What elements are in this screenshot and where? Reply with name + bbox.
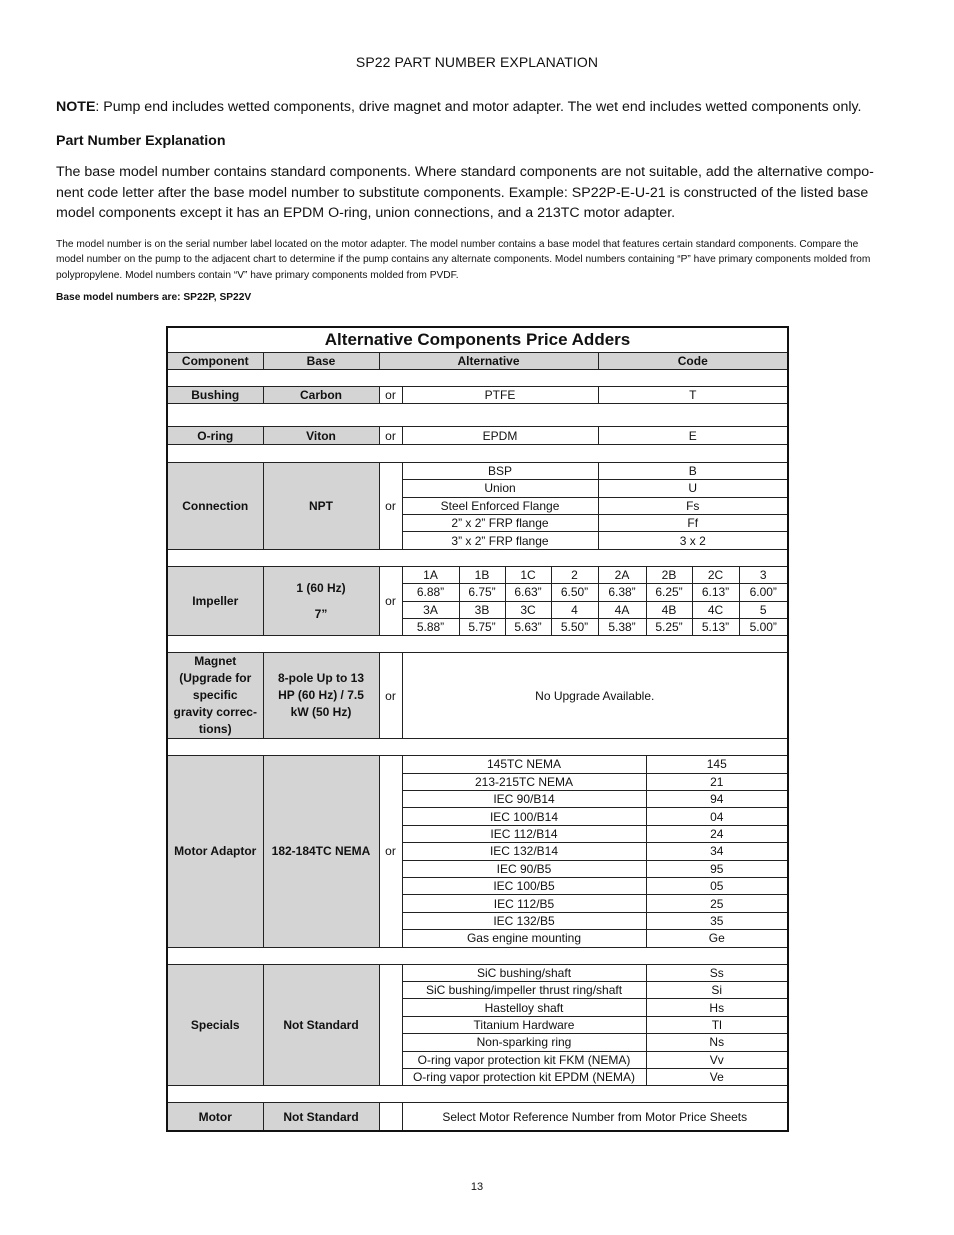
note-label: NOTE [56,99,96,115]
impeller-code: 1A [402,566,459,583]
impeller-size: 6.63” [505,584,551,601]
or-cell: or [379,653,402,739]
note-text: : Pump end includes wetted components, drive magnet and motor adapter. The wet end includes wetted components only. [95,99,862,115]
code-cell: Si [646,981,788,998]
impeller-size: 5.25” [646,618,692,635]
alt-cell: IEC 100/B14 [402,808,646,825]
or-cell: or [379,566,402,636]
impeller-size: 5.38” [598,618,646,635]
header-component: Component [167,353,263,370]
alt-cell: BSP [402,462,598,479]
alt-cell: SiC bushing/impeller thrust ring/shaft [402,981,646,998]
impeller-size: 6.88” [402,584,459,601]
price-adders-table [166,326,789,1132]
alt-cell: IEC 112/B5 [402,895,646,912]
or-cell [379,964,402,1086]
impeller-size: 6.13” [692,584,739,601]
or-cell: or [379,462,402,549]
code-cell: U [598,480,788,497]
code-cell: 3 x 2 [598,532,788,549]
impeller-base-line1: 1 (60 Hz) [296,581,346,596]
spacer-row [167,947,788,964]
base-cell: Not Standard [263,1103,379,1132]
alt-cell: IEC 100/B5 [402,878,646,895]
spacer-row [167,549,788,566]
base-model-numbers: Base model numbers are: SP22P, SP22V [56,292,252,303]
component-cell: Specials [167,964,263,1086]
code-cell: Ns [646,1034,788,1051]
table-row-oring [167,427,788,444]
component-cell: Magnet (Upgrade for specific gravity corrections) [167,653,263,739]
alt-cell: SiC bushing/shaft [402,964,646,981]
code-cell: Ge [646,930,788,947]
impeller-code: 2A [598,566,646,583]
impeller-base-line2: 7” [314,607,328,622]
spacer-row [167,636,788,653]
spacer-row [167,370,788,387]
impeller-size: 5.50” [551,618,598,635]
alt-cell: 145TC NEMA [402,756,646,773]
alt-cell: O-ring vapor protection kit EPDM (NEMA) [402,1068,646,1085]
code-cell: Ff [598,514,788,531]
alt-cell: No Upgrade Available. [402,653,788,739]
alt-cell: Gas engine mounting [402,930,646,947]
impeller-code: 2 [551,566,598,583]
base-cell: 182-184TC NEMA [263,756,379,947]
impeller-code: 4C [692,601,739,618]
impeller-code: 3 [739,566,788,583]
code-cell: Tl [646,1016,788,1033]
component-cell: Bushing [167,387,263,404]
model-number-info: The model number is on the serial number label located on the motor adapter. The model number contains a base model that features certain standard components. Compare the model number on the pump to the adjacent chart to determine if the pump contains any alternate components. Model numbers containing “P” have primary components molded from polypropylene. Model numbers contain “V” have primary components molded from PVDF. [56,239,871,281]
note [56,97,916,117]
table-row-motor [167,1103,788,1132]
code-cell: Vv [646,1051,788,1068]
alt-cell: Titanium Hardware [402,1016,646,1033]
code-cell: 35 [646,912,788,929]
table-row-specials [167,964,788,981]
component-cell: Motor Adaptor [167,756,263,947]
component-cell: Impeller [167,566,263,636]
impeller-size: 5.75” [459,618,505,635]
alt-cell: Select Motor Reference Number from Motor Price Sheets [402,1103,788,1132]
impeller-code: 1B [459,566,505,583]
base-cell: Not Standard [263,964,379,1086]
spacer-row [167,739,788,756]
alt-cell: IEC 132/B5 [402,912,646,929]
impeller-code: 2C [692,566,739,583]
code-cell: E [598,427,788,444]
alt-cell: 2” x 2” FRP flange [402,514,598,531]
or-cell: or [379,427,402,444]
spacer-row [167,1086,788,1103]
alt-cell: IEC 90/B14 [402,791,646,808]
table-row-connection [167,462,788,479]
header-base: Base [263,353,379,370]
section-title: Part Number Explanation [56,133,226,149]
table-title: Alternative Components Price Adders [167,327,788,353]
impeller-size: 6.50” [551,584,598,601]
alt-cell: Union [402,480,598,497]
table-row-magnet [167,653,788,739]
base-cell: Carbon [263,387,379,404]
code-cell: 21 [646,773,788,790]
component-cell: O-ring [167,427,263,444]
code-cell: 05 [646,878,788,895]
base-cell [263,566,379,636]
alt-cell: IEC 112/B14 [402,825,646,842]
base-cell: NPT [263,462,379,549]
component-cell: Connection [167,462,263,549]
impeller-code: 5 [739,601,788,618]
or-cell [379,1103,402,1132]
impeller-size: 6.75” [459,584,505,601]
alt-cell: 3” x 2” FRP flange [402,532,598,549]
impeller-code: 4A [598,601,646,618]
header-code: Code [598,353,788,370]
alt-cell: IEC 90/B5 [402,860,646,877]
code-cell: Ve [646,1068,788,1085]
alt-cell: IEC 132/B14 [402,843,646,860]
code-cell: B [598,462,788,479]
impeller-size: 6.25” [646,584,692,601]
code-cell: 24 [646,825,788,842]
table-row-motor-adaptor [167,756,788,773]
table-row-impeller [167,566,788,583]
header-alternative: Alternative [379,353,598,370]
alt-cell: 213-215TC NEMA [402,773,646,790]
impeller-size: 5.88” [402,618,459,635]
impeller-code: 4 [551,601,598,618]
code-cell: 34 [646,843,788,860]
impeller-size: 5.00” [739,618,788,635]
code-cell: T [598,387,788,404]
impeller-code: 3C [505,601,551,618]
alt-cell: O-ring vapor protection kit FKM (NEMA) [402,1051,646,1068]
alt-cell: Steel Enforced Flange [402,497,598,514]
explanation-paragraph: The base model number contains standard components. Where standard components are not suitable, add the alternative component code letter after the base model number to substitute components. Example: SP22P-E-U-21 is constructed of the listed base model components except it has an EPDM O-ring, union connections, and a 213TC motor adapter. [56,164,874,221]
impeller-code: 4B [646,601,692,618]
base-cell: Viton [263,427,379,444]
page-heading: SP22 PART NUMBER EXPLANATION [355,54,599,70]
code-cell: 04 [646,808,788,825]
component-cell: Motor [167,1103,263,1132]
code-cell: 94 [646,791,788,808]
alt-cell: Non-sparking ring [402,1034,646,1051]
impeller-code: 3B [459,601,505,618]
spacer-row [167,404,788,427]
alt-cell: EPDM [402,427,598,444]
code-cell: Fs [598,497,788,514]
impeller-size: 5.63” [505,618,551,635]
impeller-code: 3A [402,601,459,618]
page-number: 13 [470,1181,484,1193]
impeller-code: 2B [646,566,692,583]
or-cell: or [379,756,402,947]
table-row-bushing [167,387,788,404]
impeller-size: 5.13” [692,618,739,635]
code-cell: 95 [646,860,788,877]
code-cell: 145 [646,756,788,773]
alt-cell: PTFE [402,387,598,404]
code-cell: 25 [646,895,788,912]
impeller-size: 6.00” [739,584,788,601]
code-cell: Ss [646,964,788,981]
impeller-code: 1C [505,566,551,583]
table-header-row [167,353,788,370]
spacer-row [167,444,788,462]
impeller-size: 6.38” [598,584,646,601]
alt-cell: Hastelloy shaft [402,999,646,1016]
or-cell: or [379,387,402,404]
base-cell: 8-pole Up to 13 HP (60 Hz) / 7.5 kW (50 Hz) [263,653,379,739]
code-cell: Hs [646,999,788,1016]
